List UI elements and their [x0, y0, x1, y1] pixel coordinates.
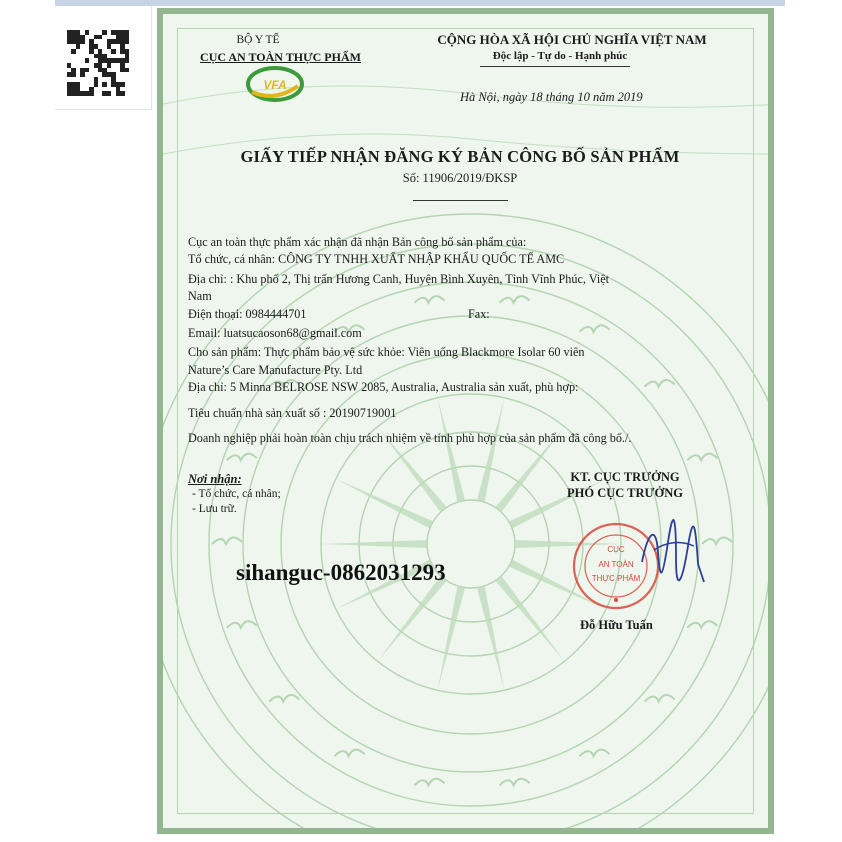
window-top-bar [55, 0, 785, 6]
email-line: Email: luatsucaoson68@gmail.com [188, 326, 362, 340]
product-line: Cho sản phẩm: Thực phẩm bảo vệ sức khỏe: Viên uống Blackmore Isolar 60 viên [188, 345, 585, 359]
phone-line: Điện thoại: 0984444701 [188, 307, 307, 321]
stamp-text-3: THỰC PHẨM [591, 574, 641, 583]
vfa-logo-text: VFA [263, 78, 287, 92]
agency-name: CỤC AN TOÀN THỰC PHẨM [200, 50, 361, 64]
country-name: CỘNG HÒA XÃ HỘI CHỦ NGHĨA VIỆT NAM [437, 32, 707, 47]
responsibility-line: Doanh nghiệp phải hoàn toàn chịu trách nhiệm về tính phù hợp của sản phẩm đã công bố./. [188, 431, 632, 445]
signer-title-2: PHÓ CỤC TRƯỞNG [567, 486, 683, 500]
manufacturer-address-line: Địa chỉ: 5 Minna BELROSE NSW 2085, Australia, Australia sản xuất, phù hợp: [188, 380, 579, 394]
national-motto: Độc lập - Tự do - Hạnh phúc [492, 50, 628, 62]
qr-module [125, 91, 129, 96]
certificate-document [157, 8, 774, 834]
address-line-2: Nam [188, 289, 212, 303]
signature-icon [632, 512, 712, 592]
manufacturer-line: Nature’s Care Manufacture Pty. Ltd [188, 363, 363, 377]
signer-name: Đỗ Hữu Tuấn [580, 618, 653, 632]
issue-date: Hà Nội, ngày 18 tháng 10 năm 2019 [460, 90, 643, 104]
seller-watermark: sihanguc-0862031293 [236, 560, 446, 585]
recipient-item-1: - Tổ chức, cá nhân; [192, 488, 281, 500]
recipients-heading: Nơi nhận: [188, 472, 242, 486]
ministry-name: BỘ Y TẾ [236, 34, 280, 46]
intro-line: Cục an toàn thực phẩm xác nhận đã nhận Bản công bố sản phẩm của: [188, 235, 527, 249]
document-inner-border [177, 28, 754, 814]
recipient-item-2: - Lưu trữ. [192, 503, 237, 515]
title-underline [413, 200, 508, 201]
address-line-1: Địa chỉ: : Khu phố 2, Thị trấn Hương Canh, Huyện Bình Xuyên, Tỉnh Vĩnh Phúc, Việt [188, 272, 610, 286]
signer-title-1: KT. CỤC TRƯỞNG [570, 470, 680, 484]
stamp-text-1: CỤC [607, 545, 625, 554]
motto-underline [480, 66, 630, 67]
fax-line: Fax: [468, 307, 490, 321]
standard-line: Tiêu chuẩn nhà sản xuất số : 20190719001 [188, 406, 397, 420]
stamp-text-2: AN TOÀN [598, 560, 634, 569]
document-title: GIẤY TIẾP NHẬN ĐĂNG KÝ BẢN CÔNG BỐ SẢN PHẨM [240, 147, 680, 166]
organization-line: Tổ chức, cá nhân: CÔNG TY TNHH XUẤT NHẬP KHẨU QUỐC TẾ AMC [188, 252, 565, 266]
document-number: Số: 11906/2019/ĐKSP [402, 171, 518, 185]
vfa-logo-icon [244, 62, 306, 104]
qr-code-icon [67, 30, 129, 96]
qr-code-panel [55, 6, 152, 110]
